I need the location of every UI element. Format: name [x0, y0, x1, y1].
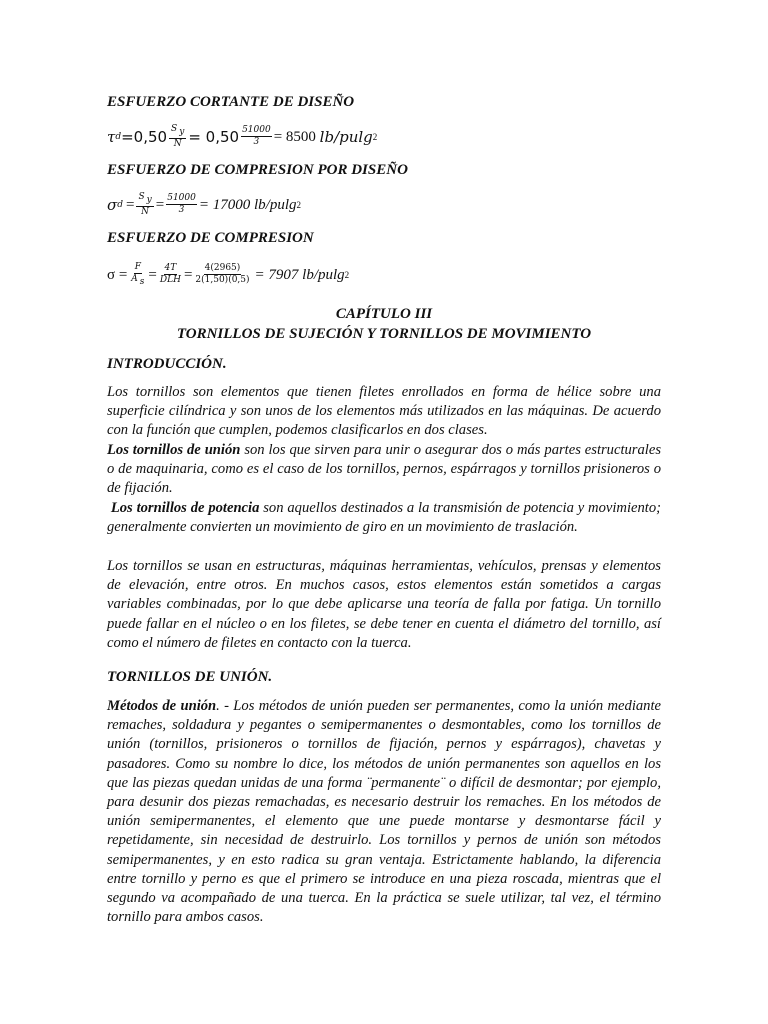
- equation-cortante: τ d =0,50 $\frac{\text{S y}}{N}$ = 0,50 $\frac{51000}{3}$ = 8500 lb/pulg 2: [107, 124, 378, 149]
- heading-compresion-diseno: ESFUERZO DE COMPRESION POR DISEÑO: [107, 162, 408, 178]
- union-paragraph: Métodos de unión. - Los métodos de unión pueden ser permanentes, como la unión mediante remaches, soldadura y pegantes o semipermanentes o desmontables, como los tornillos de unión (tornillos, prisioneros o tornillos de fijación, pernos y espárragos), chavetas y pasadores. Como su nombre lo dice, los métodos de unión permanentes son aquellos en los que las piezas quedan unidas de una forma ¨permanente¨ o difícil de desmontar; por ejemplo, para desunir dos piezas remachadas, es necesario destruir los remaches. En los métodos de unión semipermanentes, el elemento que une puede montarse y desmontarse fácil y repetidamente, sin necesidad de destruirlo. Los tornillos y pernos de unión son métodos semipermanentes, y en esto radica su gran ventaja. Estrictamente hablando, la diferencia entre tornillo y perno es que el primero se introduce en una pieza roscada, mientras que el segundo va acompañado de una tuerca. En la práctica se suele utilizar, tal vez, el término tornillo para ambos casos.: [107, 698, 661, 926]
- intro-paragraph-1: Los tornillos son elementos que tienen filetes enrollados en forma de hélice sobre una superficie cilíndrica y son unos de los elementos más utilizados en las máquinas. De acuerdo con la función que cumplen, podemos clasificarlos en dos clases.: [107, 384, 661, 439]
- heading-compresion: ESFUERZO DE COMPRESION: [107, 230, 314, 246]
- chapter-title: TORNILLOS DE SUJECIÓN Y TORNILLOS DE MOVIMIENTO: [176, 326, 592, 342]
- fraction-51000-over-3: $\frac{51000}{3}$: [242, 125, 271, 148]
- intro-paragraph-3: Los tornillos de potencia son aquellos destinados a la transmisión de potencia y movimiento; generalmente convierten un movimiento de giro en un movimiento de traslación.: [107, 500, 661, 536]
- equation-compresion-diseno: σ d = $\frac{\text{S y}}{N}$ = $\frac{51000}{3}$ = 17000 lb/pulg 2: [107, 192, 301, 217]
- equation-compresion: σ = $\frac{F}{\text{A s}}$ = $\frac{4T}{\text{DLH}}$ = $\frac{4(2965)}{2(1,50)(0,5)}$ = 7907 lb/pulg 2: [107, 262, 350, 287]
- fraction-51000-over-3: $\frac{51000}{3}$: [167, 193, 196, 216]
- heading-esfuerzo-cortante: ESFUERZO CORTANTE DE DISEÑO: [107, 94, 355, 110]
- fraction-numeric: $\frac{4(2965)}{2(1,50)(0,5)}$: [195, 263, 250, 286]
- fraction-sy-over-n: $\frac{\text{S y}}{N}$: [138, 192, 152, 217]
- fraction-f-over-as: $\frac{F}{\text{A s}}$: [131, 262, 145, 287]
- intro-paragraph-2: Los tornillos de unión son los que sirven para unir o asegurar dos o más partes estructurales o de maquinaria, como es el caso de los tornillos, pernos, espárragos y tornillos prisioneros o de fijación.: [107, 442, 661, 497]
- chapter-number: CAPÍTULO III: [335, 306, 433, 322]
- heading-introduccion: INTRODUCCIÓN.: [107, 356, 227, 372]
- intro-paragraph-4: Los tornillos se usan en estructuras, máquinas herramientas, vehículos, prensas y elementos de elevación, entre otros. En muchos casos, estos elementos están sometidos a cargas variables combinadas, por lo que debe aplicarse una teoría de falla por fatiga. Un tornillo puede fallar en el núcleo o en los filetes, se debe tener en cuenta el diámetro del tornillo, así como el número de filetes en contacto con la tuerca.: [107, 558, 661, 651]
- heading-tornillos-union: TORNILLOS DE UNIÓN.: [107, 669, 273, 685]
- fraction-4t-over-dlh: $\frac{4T}{\text{DLH}}$: [159, 263, 181, 286]
- fraction-sy-over-n: $\frac{\text{S y}}{N}$: [171, 124, 185, 149]
